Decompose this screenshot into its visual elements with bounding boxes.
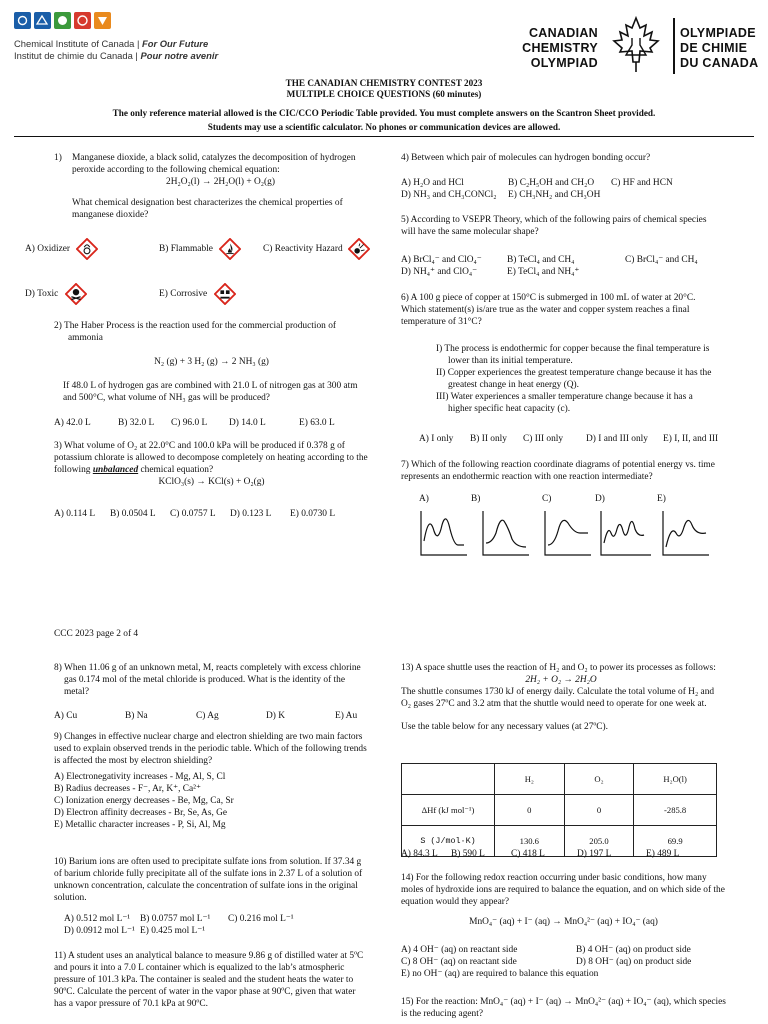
q14-option-c[interactable]: C) 8 OH⁻ (aq) on reactant side	[401, 957, 517, 967]
question-1	[54, 152, 369, 221]
q5-option-b[interactable]: B) TeCl₄ and CH₄	[507, 255, 575, 265]
q14-option-e[interactable]: E) no OH⁻ (aq) are required to balance this equation	[401, 969, 599, 979]
table-cell: 69.9	[634, 826, 717, 857]
q2-option-d[interactable]: D) 14.0 L	[229, 418, 266, 428]
q1-option-e[interactable]: E) Corrosive	[159, 283, 236, 305]
q6-option-b[interactable]: B) II only	[470, 434, 507, 444]
q3-equation: KClO₃(s) → KCl(s) + O₂(g)	[158, 477, 265, 488]
q4-option-e[interactable]: E) CH₃NH₂ and CH₃OH	[508, 190, 601, 200]
q5-option-e[interactable]: E) TeCl₄ and NH₄⁺	[507, 267, 580, 277]
q2-option-c[interactable]: C) 96.0 L	[171, 418, 208, 428]
question-4	[401, 152, 741, 164]
q3-text: 3) What volume of O₂ at 22.0°C and 100.0 kPa will be produced if 0.378 g of potassium chlorate is allowed to decompose completely on heating according to the following unbalanced chemical equation?	[54, 441, 368, 476]
table-cell: ΔHf (kJ mol⁻¹)	[402, 795, 495, 826]
q14-option-a[interactable]: A) 4 OH⁻ (aq) on reactant side	[401, 945, 518, 955]
question-5	[401, 214, 721, 238]
question-15	[401, 996, 726, 1020]
q11-text: 11) A student uses an analytical balance to measure 9.86 g of distilled water at 5ºC and pours it into a 7.0 L container which is equalized to the lab’s atmospheric pressure of 101.3 kPa. The container is sealed and the student heats the water to 90ºC. Calculate the percent of water in the vapor phase at 90ºC, given that water has a vapor pressure of 70.1 kPa at 90ºC.	[54, 951, 364, 1010]
question-13	[401, 662, 721, 733]
thermo-table	[401, 763, 717, 857]
table-cell: 205.0	[564, 826, 634, 857]
q8-option-c[interactable]: C) Ag	[196, 711, 219, 721]
table-cell: 130.6	[495, 826, 565, 857]
logo-line2-b: Pour notre avenir	[137, 50, 219, 61]
q3-option-d[interactable]: D) 0.123 L	[230, 509, 272, 519]
q5-option-d[interactable]: D) NH₄⁺ and ClO₄⁻	[401, 267, 478, 277]
question-8	[54, 662, 369, 698]
q13-option-e[interactable]: E) 489 L	[646, 849, 680, 859]
logo-line1-a: Chemical Institute of Canada |	[14, 38, 140, 49]
q10-text: 10) Barium ions are often used to precipitate sulfate ions from solution. If 37.34 g of barium chloride fully precipitate all of the sulfate ions in 2.37 L of a solution of unknown concentration, calculate the concentration of sulfate ions in the original solution.	[54, 857, 363, 904]
table-header-row	[402, 764, 717, 795]
q1-option-b[interactable]: B) Flammable	[159, 238, 241, 260]
q6-option-e[interactable]: E) I, II, and III	[663, 434, 719, 444]
q6-option-c[interactable]: C) III only	[523, 434, 564, 444]
oxidizer-icon	[76, 238, 98, 260]
q1-option-c[interactable]: C) Reactivity Hazard	[263, 238, 370, 260]
q4-option-c[interactable]: C) HF and HCN	[611, 178, 673, 188]
question-6	[401, 292, 721, 328]
q2-question: If 48.0 L of hydrogen gas are combined with 21.0 L of nitrogen gas at 300 atm and 500°C, what volume of NH₃ gas will be produced?	[63, 381, 358, 404]
q10-option-c[interactable]: C) 0.216 mol L⁻¹	[228, 914, 294, 924]
reactivity-hazard-icon	[348, 238, 370, 260]
q14-equation: MnO₄⁻ (aq) + I⁻ (aq) → MnO₄²⁻ (aq) + IO₄⁻ (aq)	[469, 917, 658, 928]
maple-flask-logo	[606, 14, 666, 74]
q6-text: 6) A 100 g piece of copper at 150°C is submerged in 100 mL of water at 20°C. Which statement(s) is/are true as the water and copper system reaches a final temperature of 31°C?	[401, 293, 696, 328]
q3-option-a[interactable]: A) 0.114 L	[54, 509, 96, 519]
q9-text: 9) Changes in effective nuclear charge and electron shielding are two main factors used to explain observed trends in the periodic table. Which of the following trends is affected the most by electron shielding?	[54, 732, 367, 767]
q4-option-d[interactable]: D) NH₃ and CH₃CONCl₂	[401, 190, 497, 200]
q4-text: 4) Between which pair of molecules can hydrogen bonding occur?	[401, 153, 651, 163]
logo-line2-a: Institut de chimie du Canada |	[14, 50, 138, 61]
logo-divider	[673, 18, 675, 74]
contest-title: THE CANADIAN CHEMISTRY CONTEST 2023 MULTIPLE CHOICE QUESTIONS (60 minutes)	[285, 78, 483, 99]
q6-option-d[interactable]: D) I and III only	[586, 434, 648, 444]
q7-label-d[interactable]: D)	[595, 494, 605, 504]
q10-option-d[interactable]: D) 0.0912 mol L⁻¹	[64, 926, 135, 936]
question-14	[401, 872, 726, 928]
table-row	[402, 795, 717, 826]
q13-option-c[interactable]: C) 418 L	[511, 849, 545, 859]
q6-statement-1: I) The process is endothermic for copper because the final temperature is lower than its initial temperature.	[436, 344, 710, 367]
q9-option-c[interactable]: C) Ionization energy decreases - Be, Mg, Ca, Sr	[54, 796, 234, 807]
q9-option-d[interactable]: D) Electron affinity decreases - Br, Se, As, Ge	[54, 808, 228, 819]
q14-option-d[interactable]: D) 8 OH⁻ (aq) on product side	[576, 957, 692, 967]
q9-option-a[interactable]: A) Electronegativity increases - Mg, Al, S, Cl	[54, 772, 226, 783]
flammable-icon	[219, 238, 241, 260]
corrosive-icon	[214, 283, 236, 305]
table-cell: H₂	[495, 764, 565, 795]
cic-logo	[14, 12, 234, 60]
q7-text: 7) Which of the following reaction coordinate diagrams of potential energy vs. time represents an endothermic reaction with one reaction intermediate?	[401, 460, 715, 483]
q13-text-3: Use the table below for any necessary values (at 27ºC).	[401, 722, 609, 733]
question-7	[401, 459, 731, 483]
q8-text: 8) When 11.06 g of an unknown metal, M, reacts completely with excess chlorine gas 0.174 mol of the metal chloride is produced. What is the identity of the metal?	[54, 663, 361, 698]
q5-text: 5) According to VSEPR Theory, which of the following pairs of chemical species will have the same molecular shape?	[401, 215, 707, 238]
q6-option-a[interactable]: A) I only	[419, 434, 454, 444]
question-10	[54, 856, 369, 904]
diagram-b	[482, 511, 530, 557]
q9-option-e[interactable]: E) Metallic character increases - P, Si, Al, Mg	[54, 820, 226, 831]
page-number: CCC 2023 page 2 of 4	[54, 629, 139, 639]
q13-text-2: The shuttle consumes 1730 kJ of energy daily. Calculate the total volume of H₂ and O₂ gases 27ºC and 3.2 atm that the shuttle would need to operate for one week at.	[401, 687, 715, 710]
q7-label-a[interactable]: A)	[419, 494, 429, 504]
q2-option-a[interactable]: A) 42.0 L	[54, 418, 91, 428]
q6-statements	[436, 343, 716, 415]
cic-logo-icons	[14, 12, 112, 29]
table-cell: S (J/mol·K)	[402, 826, 495, 857]
q10-option-b[interactable]: B) 0.0757 mol L⁻¹	[140, 914, 211, 924]
cco-name-en: CANADIAN CHEMISTRY OLYMPIAD	[522, 26, 598, 70]
q4-option-a[interactable]: A) H₂O and HCl	[401, 178, 464, 188]
q4-option-b[interactable]: B) C₂H₅OH and CH₂O	[508, 178, 595, 188]
diagram-e	[662, 511, 710, 557]
q14-option-b[interactable]: B) 4 OH⁻ (aq) on product side	[576, 945, 691, 955]
q1-question: What chemical designation best characterizes the chemical properties of manganese dioxide?	[72, 198, 343, 221]
q5-option-c[interactable]: C) BrCl₄⁻ and CH₄	[625, 255, 698, 265]
toxic-skull-icon	[65, 283, 87, 305]
q8-option-a[interactable]: A) Cu	[54, 711, 78, 721]
table-cell	[402, 764, 495, 795]
q13-text: 13) A space shuttle uses the reaction of H₂ and O₂ to power its processes as follows:	[401, 663, 716, 673]
q13-option-a[interactable]: A) 84.3 L	[401, 849, 438, 859]
question-9	[54, 731, 369, 831]
logo-line1-b: For Our Future	[139, 38, 209, 49]
q1-number: 1)	[54, 153, 62, 163]
diagram-d	[600, 511, 652, 557]
cco-name-fr: OLYMPIADE DE CHIMIE DU CANADA	[680, 26, 759, 70]
q2-option-e[interactable]: E) 63.0 L	[299, 418, 335, 428]
q13-option-d[interactable]: D) 197 L	[577, 849, 612, 859]
table-cell: 0	[495, 795, 565, 826]
diagram-a	[420, 511, 468, 557]
diagram-c	[544, 511, 592, 557]
question-11	[54, 950, 369, 1010]
q1-text: Manganese dioxide, a black solid, catalyzes the decomposition of hydrogen peroxide according to the following chemical equation:	[72, 153, 356, 176]
question-3	[54, 440, 369, 488]
q13-option-b[interactable]: B) 590 L	[451, 849, 485, 859]
q3-option-c[interactable]: C) 0.0757 L	[170, 509, 216, 519]
q15-text: 15) For the reaction: MnO₄⁻ (aq) + I⁻ (aq) → MnO₄²⁻ (aq) + IO₄⁻ (aq), which species is the reducing agent?	[401, 997, 726, 1020]
q13-equation: 2H₂ + O₂ → 2H₂O	[525, 675, 597, 686]
q2-equation: N₂ (g) + 3 H₂ (g) → 2 NH₃ (g)	[154, 357, 269, 368]
q1-option-d[interactable]: D) Toxic	[25, 283, 87, 305]
q10-option-e[interactable]: E) 0.425 mol L⁻¹	[140, 926, 206, 936]
table-cell: O₂	[564, 764, 634, 795]
q1-option-a[interactable]: A) Oxidizer	[25, 238, 98, 260]
q8-option-b[interactable]: B) Na	[125, 711, 148, 721]
header-rule	[14, 136, 754, 137]
q14-text: 14) For the following redox reaction occurring under basic conditions, how many moles of hydroxide ions are required to balance the equation, and on which side of the equation would they appear?	[401, 873, 725, 908]
q7-label-c[interactable]: C)	[542, 494, 552, 504]
q7-label-e[interactable]: E)	[657, 494, 666, 504]
q2-text: 2) The Haber Process is the reaction used for the commercial production of ammonia	[54, 321, 337, 344]
q5-option-a[interactable]: A) BrCl₄⁻ and ClO₄⁻	[401, 255, 482, 265]
q8-option-d[interactable]: D) K	[266, 711, 286, 721]
table-cell: H₂O(l)	[634, 764, 717, 795]
table-cell: 0	[564, 795, 634, 826]
q7-label-b[interactable]: B)	[471, 494, 481, 504]
q10-option-a[interactable]: A) 0.512 mol L⁻¹	[64, 914, 131, 924]
q2-option-b[interactable]: B) 32.0 L	[118, 418, 155, 428]
q8-option-e[interactable]: E) Au	[335, 711, 358, 721]
q6-statement-2: II) Copper experiences the greatest temperature change because it has the greatest change in heat energy (Q).	[436, 368, 712, 391]
question-2	[54, 320, 369, 404]
q6-statement-3: III) Water experiences a smaller temperature change because it has a higher specific heat capacity (c).	[436, 392, 693, 415]
q3-option-b[interactable]: B) 0.0504 L	[110, 509, 156, 519]
table-cell: -285.8	[634, 795, 717, 826]
q1-equation: 2H₂O₂(l) → 2H₂O(l) + O₂(g)	[166, 177, 275, 188]
q9-option-b[interactable]: B) Radius decreases - F⁻, Ar, K⁺, Ca²⁺	[54, 784, 201, 795]
instructions: The only reference material allowed is the CIC/CCO Periodic Table provided. You must complete answers on the Scantron Sheet provided. Students may use a scientific calculator. No phones or communication devices are allowed.	[112, 108, 656, 132]
q3-option-e[interactable]: E) 0.0730 L	[290, 509, 336, 519]
